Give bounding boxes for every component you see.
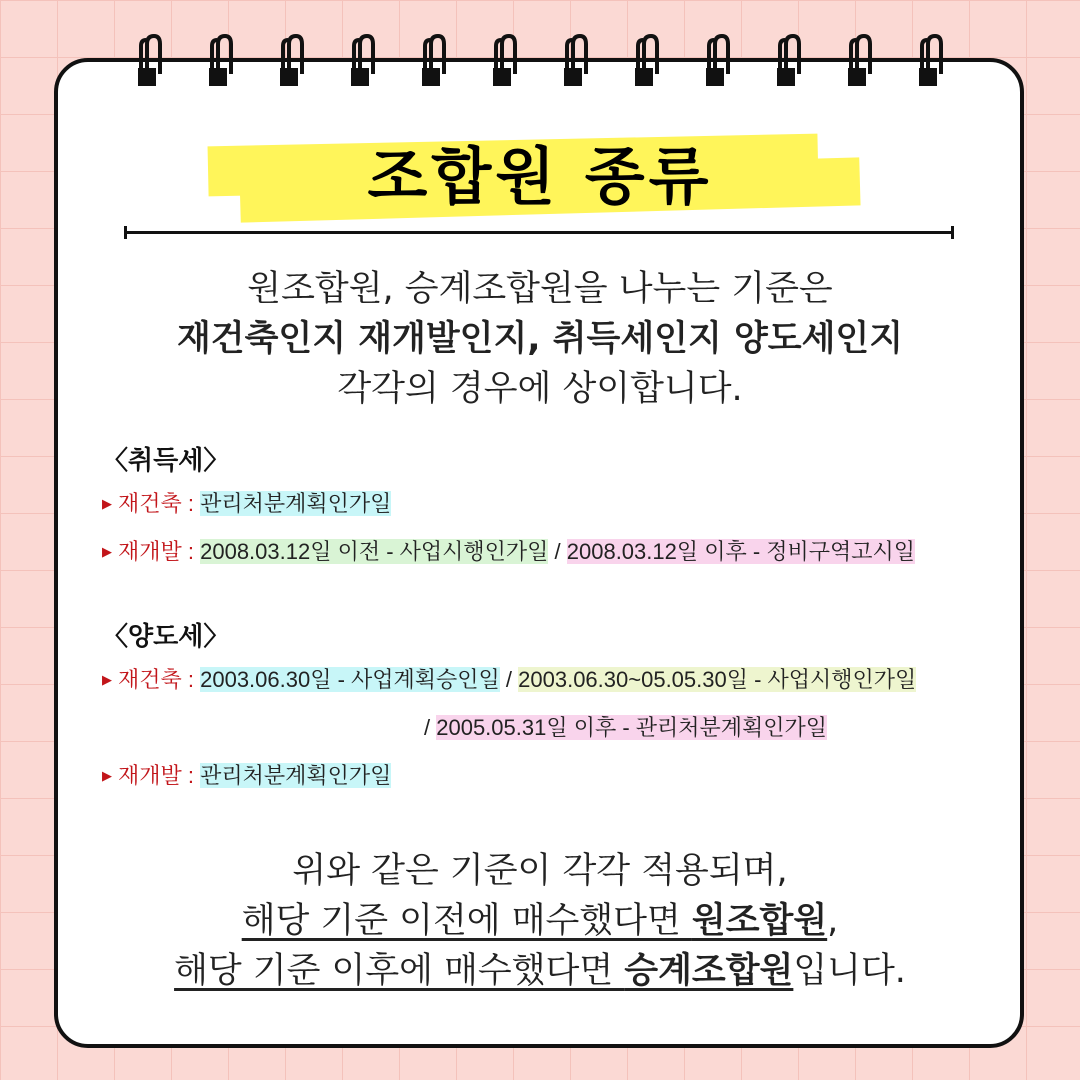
- row-value: 2003.06.30일 - 사업계획승인일: [200, 667, 500, 692]
- title-divider: [124, 231, 954, 234]
- spiral-ring-icon: [203, 34, 233, 114]
- spiral-ring-icon: [558, 34, 588, 114]
- row-value: 2005.05.31일 이후 - 관리처분계획인가일: [436, 715, 828, 740]
- spiral-ring-icon: [842, 34, 872, 114]
- outro-line-1: 위와 같은 기준이 각각 적용되며,: [292, 851, 788, 891]
- row-label: 재개발 :: [118, 539, 194, 564]
- spiral-ring-icon: [700, 34, 730, 114]
- transfer-redevelop-row: [102, 752, 916, 800]
- intro-text: [60, 264, 1020, 414]
- transfer-rebuild-row: [102, 656, 916, 704]
- outro-line-3-bold: 승계조합원: [624, 951, 794, 991]
- row-value: 관리처분계획인가일: [200, 491, 392, 516]
- outro-text: [60, 846, 1020, 996]
- spiral-ring-icon: [771, 34, 801, 114]
- transfer-tax-section: [102, 616, 916, 800]
- outro-line-3-plain: 해당 기준 이후에 매수했다면: [174, 951, 625, 991]
- acquisition-tax-section: [102, 440, 915, 576]
- outro-line-2-plain: 해당 기준 이전에 매수했다면: [241, 901, 692, 941]
- separator: /: [548, 539, 567, 564]
- separator: /: [424, 715, 437, 740]
- intro-line-2: 재건축인지 재개발인지, 취득세인지 양도세인지: [176, 319, 904, 359]
- spiral-ring-icon: [345, 34, 375, 114]
- spiral-ring-icon: [132, 34, 162, 114]
- outro-line-3-text: [174, 951, 793, 991]
- section-heading: 〈취득세〉: [102, 445, 230, 475]
- outro-line-2-end: ,: [827, 901, 839, 941]
- row-value: 2003.06.30~05.05.30일 - 사업시행인가일: [518, 667, 917, 692]
- row-label: 재건축 :: [118, 491, 194, 516]
- bullet-triangle-icon: ▶: [102, 672, 112, 687]
- spiral-ring-icon: [487, 34, 517, 114]
- row-label: 재건축 :: [118, 667, 194, 692]
- transfer-rebuild-row-cont: [102, 704, 916, 752]
- outro-line-2-text: [242, 901, 827, 941]
- bullet-triangle-icon: ▶: [102, 768, 112, 783]
- row-value: 관리처분계획인가일: [200, 763, 392, 788]
- outro-line-3-end: 입니다.: [793, 951, 906, 991]
- row-value: 2008.03.12일 이후 - 정비구역고시일: [566, 539, 916, 564]
- outro-line-2-bold: 원조합원: [691, 901, 828, 941]
- title-block: [200, 132, 880, 222]
- section-heading: 〈양도세〉: [102, 621, 230, 651]
- bullet-triangle-icon: ▶: [102, 544, 112, 559]
- outro-line-2: [60, 896, 1020, 946]
- spiral-ring-icon: [416, 34, 446, 114]
- bullet-triangle-icon: ▶: [102, 496, 112, 511]
- intro-line-3: 각각의 경우에 상이합니다.: [337, 369, 743, 409]
- outro-line-3: [60, 946, 1020, 996]
- spiral-ring-icon: [629, 34, 659, 114]
- acquisition-rebuild-row: [102, 480, 915, 528]
- row-value: 2008.03.12일 이전 - 사업시행인가일: [200, 539, 549, 564]
- acquisition-redevelop-row: [102, 528, 915, 576]
- row-label: 재개발 :: [118, 763, 194, 788]
- page-title: 조합원 종류: [367, 140, 713, 213]
- intro-line-1: 원조합원, 승계조합원을 나누는 기준은: [247, 269, 833, 309]
- spiral-ring-icon: [913, 34, 943, 114]
- spiral-ring-icon: [274, 34, 304, 114]
- separator: /: [499, 667, 519, 692]
